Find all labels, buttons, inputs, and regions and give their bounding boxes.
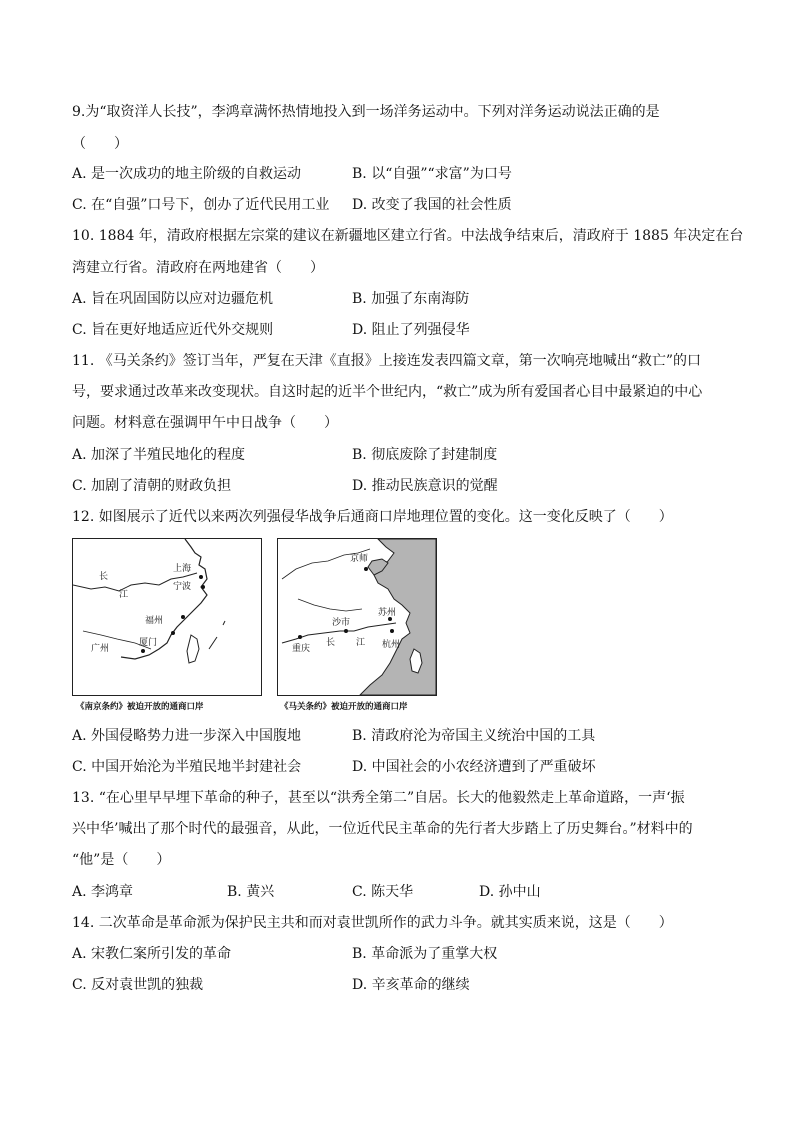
taiwan-island xyxy=(187,635,199,663)
map2-label-hangzhou: 杭州 xyxy=(382,640,401,650)
map1-caption: 《南京条约》被迫开放的通商口岸 xyxy=(76,702,204,712)
q10-option-b: B. 加强了东南海防 xyxy=(352,291,470,307)
q10-stem-line1: 10. 1884 年，清政府根据左宗棠的建议在新疆地区建立行省。中法战争结束后，清政府于 1885 年决定在台 xyxy=(72,228,744,244)
port-marker-fuzhou xyxy=(181,615,185,619)
q13-stem-line3: “他”是（ ） xyxy=(72,852,171,868)
map2-label-suzhou: 苏州 xyxy=(378,608,397,618)
q11-stem-line2: 号，要求通过改革来改变现状。自这时起的近半个世纪内，“救亡”成为所有爱国者心目中最紧迫的中心 xyxy=(72,384,703,400)
port-marker-shanghai xyxy=(199,575,203,579)
port-marker-shashi xyxy=(344,629,348,633)
q9-option-d: D. 改变了我国的社会性质 xyxy=(352,197,512,213)
port-marker-chongqing xyxy=(298,635,302,639)
port-marker-xiamen xyxy=(171,631,175,635)
map2-label-jiang: 江 xyxy=(356,638,366,648)
q10-option-a: A. 旨在巩固国防以应对边疆危机 xyxy=(72,291,274,307)
q14-option-b: B. 革命派为了重掌大权 xyxy=(352,946,498,962)
q11-option-c: C. 加剧了清朝的财政负担 xyxy=(72,478,232,494)
q11-option-a: A. 加深了半殖民地化的程度 xyxy=(72,447,246,463)
q11-stem-line1: 11. 《马关条约》签订当年，严复在天津《直报》上接连发表四篇文章，第一次响亮地喊出“救亡”的口 xyxy=(72,353,702,369)
port-marker-ningbo xyxy=(201,585,205,589)
q11-stem-line3: 问题。材料意在强调甲午中日战争（ ） xyxy=(72,415,338,431)
q12-option-d: D. 中国社会的小农经济遭到了严重破坏 xyxy=(352,759,596,775)
q11-option-d: D. 推动民族意识的觉醒 xyxy=(352,478,498,494)
q11-option-b: B. 彻底废除了封建制度 xyxy=(352,447,498,463)
map-nanjing-treaty xyxy=(72,538,262,696)
q14-stem-line1: 14. 二次革命是革命派为保护民主共和而对袁世凯所作的武力斗争。就其实质来说，这是（ ） xyxy=(72,915,673,931)
q12-option-b: B. 清政府沦为帝国主义统治中国的工具 xyxy=(352,728,596,744)
q13-option-b: B. 黄兴 xyxy=(227,884,275,900)
map1-label-xiamen: 厦门 xyxy=(139,638,158,648)
map2-label-chongqing: 重庆 xyxy=(292,644,311,654)
q10-option-d: D. 阻止了列强侵华 xyxy=(352,322,470,338)
map1-label-ningbo: 宁波 xyxy=(173,582,192,592)
map1-label-guangzhou: 广州 xyxy=(91,644,110,654)
q14-option-a: A. 宋教仁案所引发的革命 xyxy=(72,946,232,962)
marker-jingshi xyxy=(364,567,368,571)
q13-option-c: C. 陈天华 xyxy=(352,884,414,900)
q12-option-a: A. 外国侵略势力进一步深入中国腹地 xyxy=(72,728,302,744)
q9-option-b: B. 以“自强”“求富”为口号 xyxy=(352,166,512,182)
map1-label-chang: 长 xyxy=(99,572,109,582)
port-marker-hangzhou xyxy=(390,629,394,633)
map-nanjing-svg xyxy=(73,539,261,695)
q12-stem-line1: 12. 如图展示了近代以来两次列强侵华战争后通商口岸地理位置的变化。这一变化反映了（ ） xyxy=(72,509,673,525)
q14-option-d: D. 辛亥革命的继续 xyxy=(352,977,470,993)
map1-label-jiang: 江 xyxy=(119,590,129,600)
q9-option-a: A. 是一次成功的地主阶级的自救运动 xyxy=(72,166,302,182)
islands xyxy=(209,621,225,649)
q13-option-a: A. 李鸿章 xyxy=(72,884,134,900)
q10-option-c: C. 旨在更好地适应近代外交规则 xyxy=(72,322,274,338)
q9-option-c: C. 在“自强”口号下，创办了近代民用工业 xyxy=(72,197,330,213)
q13-stem-line2: 兴中华’喊出了那个时代的最强音，从此，一位近代民主革命的先行者大步踏上了历史舞台。”材料中的 xyxy=(72,821,693,837)
map2-label-shashi: 沙市 xyxy=(332,618,351,628)
map1-label-fuzhou: 福州 xyxy=(145,616,164,626)
map2-caption: 《马关条约》被迫开放的通商口岸 xyxy=(280,702,408,712)
coastline xyxy=(121,539,207,659)
map1-label-shanghai: 上海 xyxy=(173,564,192,574)
port-marker-guangzhou xyxy=(141,649,145,653)
map-maguan-svg xyxy=(278,539,436,695)
map2-label-jingshi: 京师 xyxy=(350,554,369,564)
q13-option-d: D. 孙中山 xyxy=(479,884,541,900)
map-maguan-treaty xyxy=(277,538,437,696)
q12-option-c: C. 中国开始沦为半殖民地半封建社会 xyxy=(72,759,302,775)
q9-stem-line1: 9.为“取资洋人长技”，李鸿章满怀热情地投入到一场洋务运动中。下列对洋务运动说法正确的是 xyxy=(72,104,660,120)
q9-stem-line2: （ ） xyxy=(72,136,128,152)
q13-stem-line1: 13. “在心里早早埋下革命的种子，甚至以“洪秀全第二”自居。长大的他毅然走上革命道路，一声‘振 xyxy=(72,790,685,806)
q14-option-c: C. 反对袁世凯的独裁 xyxy=(72,977,204,993)
q10-stem-line2: 湾建立行省。清政府在两地建省（ ） xyxy=(72,260,324,276)
map2-label-chang: 长 xyxy=(326,638,336,648)
river xyxy=(298,599,362,611)
